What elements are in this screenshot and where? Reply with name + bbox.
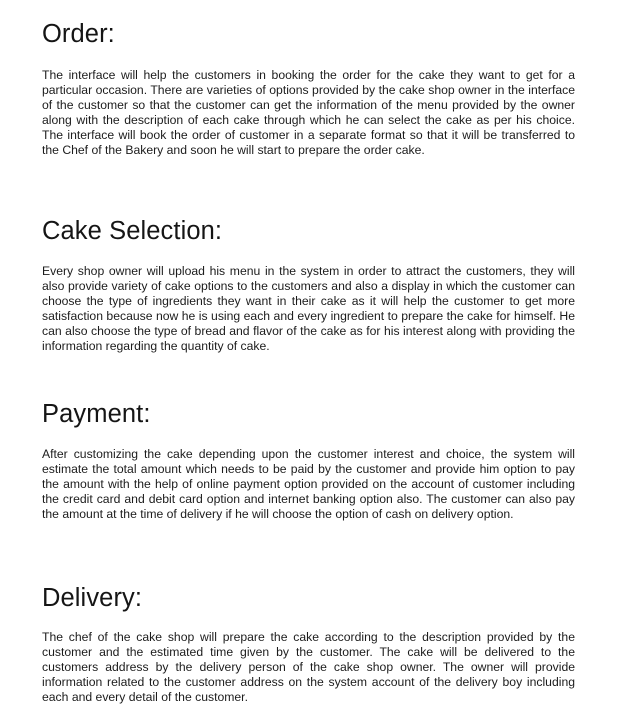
section-body-payment: After customizing the cake depending upon the customer interest and choice, the system will estimate the total amount which needs to be paid by the customer and provide him option to pay the amount with the help of online payment option provided on the account of customer including the credit card and debit card option and internet banking option also. The customer can also pay the amount at the time of delivery if he will choose the option of cash on delivery option. — [42, 447, 575, 522]
section-body-cake-selection: Every shop owner will upload his menu in the system in order to attract the customers, they will also provide variety of cake options to the customers and also a display in which the customer can choose the type of ingredients they want in their cake as it will help the customer to get more satisfaction because now he is using each and every ingredient to prepare the cake for himself. He can also choose the type of bread and flavor of the cake as for his interest along with providing the information regarding the quantity of cake. — [42, 264, 575, 354]
section-heading-order: Order: — [42, 20, 115, 48]
section-heading-payment: Payment: — [42, 400, 151, 428]
section-heading-cake-selection: Cake Selection: — [42, 217, 223, 245]
section-delivery — [42, 583, 575, 705]
section-body-delivery: The chef of the cake shop will prepare the cake according to the description provided by the customer and the estimated time given by the customer. The cake will be delivered to the customers address by the delivery person of the cake shop owner. The owner will provide information related to the customer address on the system account of the delivery boy including each and every detail of the customer. — [42, 630, 575, 705]
section-cake-selection — [42, 216, 575, 355]
section-heading-delivery: Delivery: — [42, 584, 143, 612]
section-order — [42, 19, 575, 159]
section-payment — [42, 399, 575, 522]
section-body-order: The interface will help the customers in booking the order for the cake they want to get for a particular occasion. There are varieties of options provided by the cake shop owner in the interface of the customer so that the customer can get the information of the menu provided by the owner along with the description of each cake through which he can select the cake as per his choice. The interface will book the order of customer in a separate format so that it will be transferred to the Chef of the Bakery and soon he will start to prepare the order cake. — [42, 68, 575, 158]
